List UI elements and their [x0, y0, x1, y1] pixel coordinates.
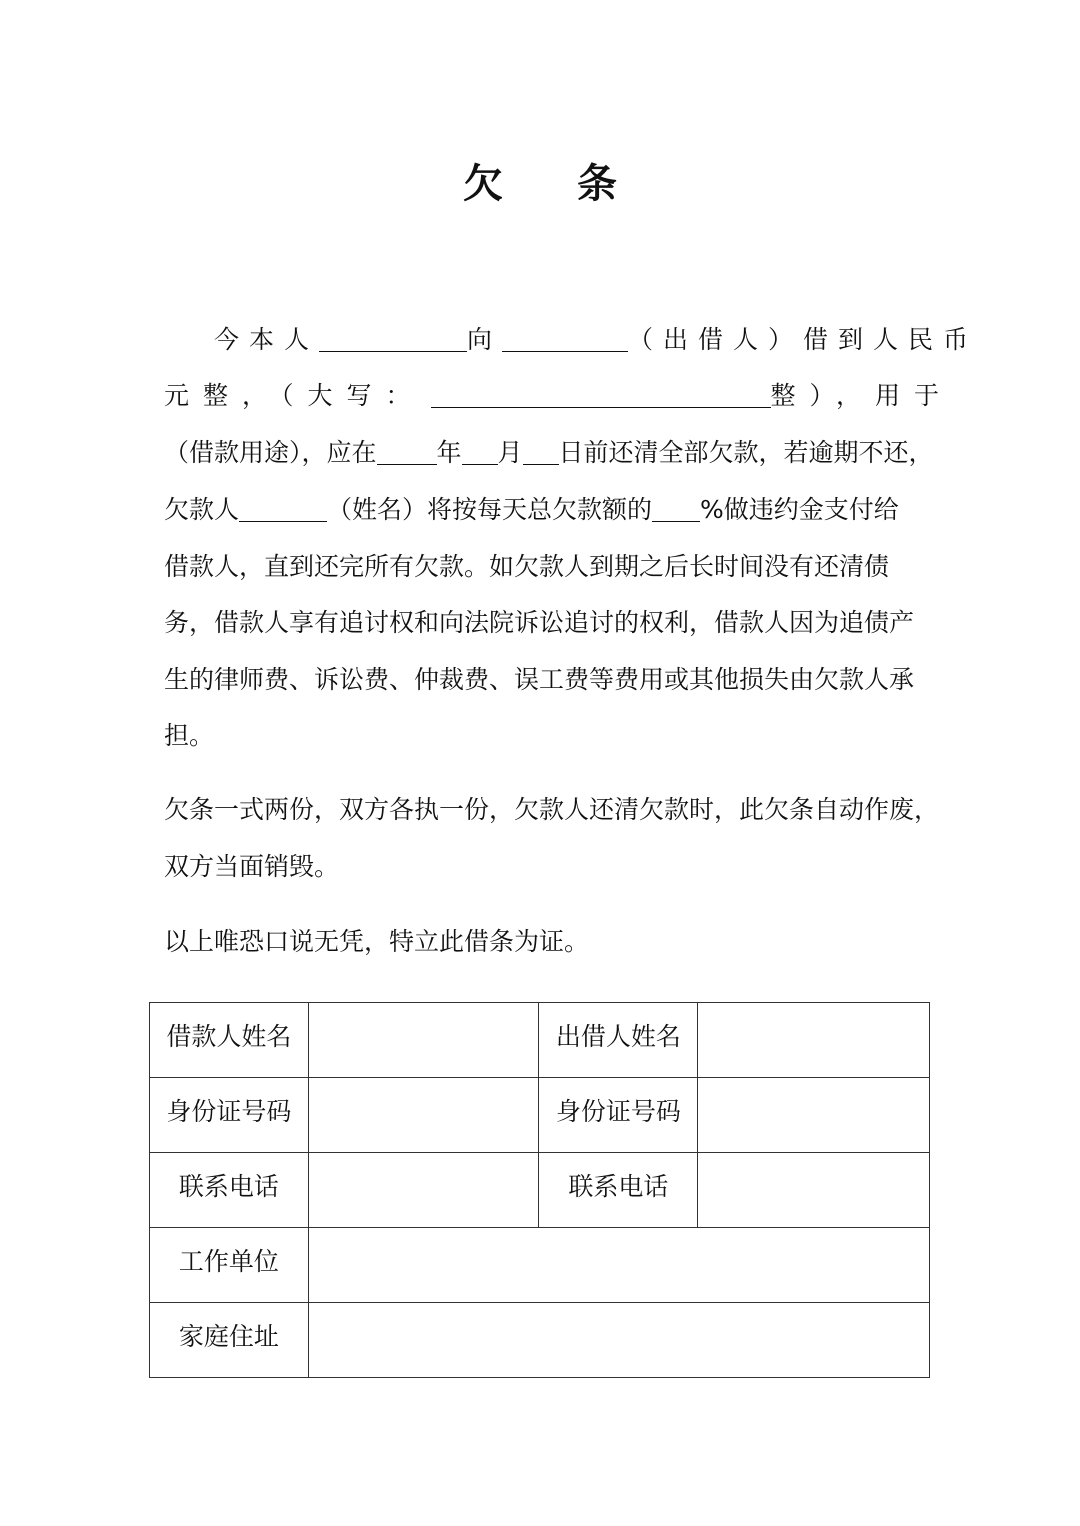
text-segment: 今本人 [214, 325, 320, 354]
day-blank[interactable] [523, 434, 559, 465]
borrower-id-cell[interactable] [308, 1078, 539, 1153]
para3: 以上唯恐口说无凭，特立此借条为证。 [164, 927, 590, 956]
table-row [150, 1003, 930, 1078]
text-segment: 向 [467, 325, 503, 354]
table-row [150, 1153, 930, 1228]
para1-line8: 担。 [164, 721, 215, 750]
para1-line3 [164, 431, 934, 475]
lender-name-blank[interactable] [502, 321, 628, 352]
para1-line4 [164, 488, 924, 532]
table-row [150, 1228, 930, 1303]
text-segment: （借款用途），应在 [164, 438, 377, 467]
para1-line2 [164, 374, 954, 418]
lender-name-label: 出借人姓名 [539, 1003, 698, 1078]
amount-uppercase-blank[interactable] [431, 377, 771, 408]
debtor-name-blank[interactable] [239, 491, 327, 522]
text-segment: 日前还清全部欠款，若逾期不还， [558, 438, 934, 467]
text-segment: 元整，（大写： [164, 381, 425, 410]
borrower-name-label: 借款人姓名 [150, 1003, 309, 1078]
text-segment: %做违约金支付给 [700, 495, 899, 524]
borrower-phone-cell[interactable] [308, 1153, 539, 1228]
address-cell[interactable] [308, 1303, 929, 1378]
para2-line1: 欠条一式两份，双方各执一份，欠款人还清欠款时，此欠条自动作废， [164, 795, 940, 824]
borrower-name-cell[interactable] [308, 1003, 539, 1078]
borrower-name-blank[interactable] [319, 321, 467, 352]
table-row [150, 1078, 930, 1153]
para1-line6: 务，借款人享有追讨权和向法院诉讼追讨的权利，借款人因为追债产 [164, 608, 915, 637]
para1-line7: 生的律师费、诉讼费、仲裁费、误工费等费用或其他损失由欠款人承 [164, 665, 915, 694]
text-segment: 年 [436, 438, 462, 467]
workplace-label: 工作单位 [150, 1228, 309, 1303]
text-segment: （姓名）将按每天总欠款额的 [327, 495, 653, 524]
workplace-cell[interactable] [308, 1228, 929, 1303]
document-title: 欠 条 [463, 161, 647, 207]
info-table [149, 1002, 930, 1378]
text-segment: （出借人）借到人民币 [628, 325, 979, 354]
para1-line5: 借款人，直到还完所有欠款。如欠款人到期之后长时间没有还清债 [164, 552, 890, 581]
lender-id-cell[interactable] [698, 1078, 930, 1153]
lender-phone-label: 联系电话 [539, 1153, 698, 1228]
text-segment: 月 [497, 438, 523, 467]
lender-name-cell[interactable] [698, 1003, 930, 1078]
text-segment: 整），用于 [770, 381, 954, 410]
lender-phone-cell[interactable] [698, 1153, 930, 1228]
month-blank[interactable] [462, 434, 498, 465]
para2-line2: 双方当面销毁。 [164, 852, 340, 881]
text-segment: 欠款人 [164, 495, 240, 524]
borrower-phone-label: 联系电话 [150, 1153, 309, 1228]
address-label: 家庭住址 [150, 1303, 309, 1378]
lender-id-label: 身份证号码 [539, 1078, 698, 1153]
table-row [150, 1303, 930, 1378]
borrower-id-label: 身份证号码 [150, 1078, 309, 1153]
para1-line1 [214, 318, 979, 362]
penalty-rate-blank[interactable] [652, 491, 700, 522]
year-blank[interactable] [377, 434, 437, 465]
